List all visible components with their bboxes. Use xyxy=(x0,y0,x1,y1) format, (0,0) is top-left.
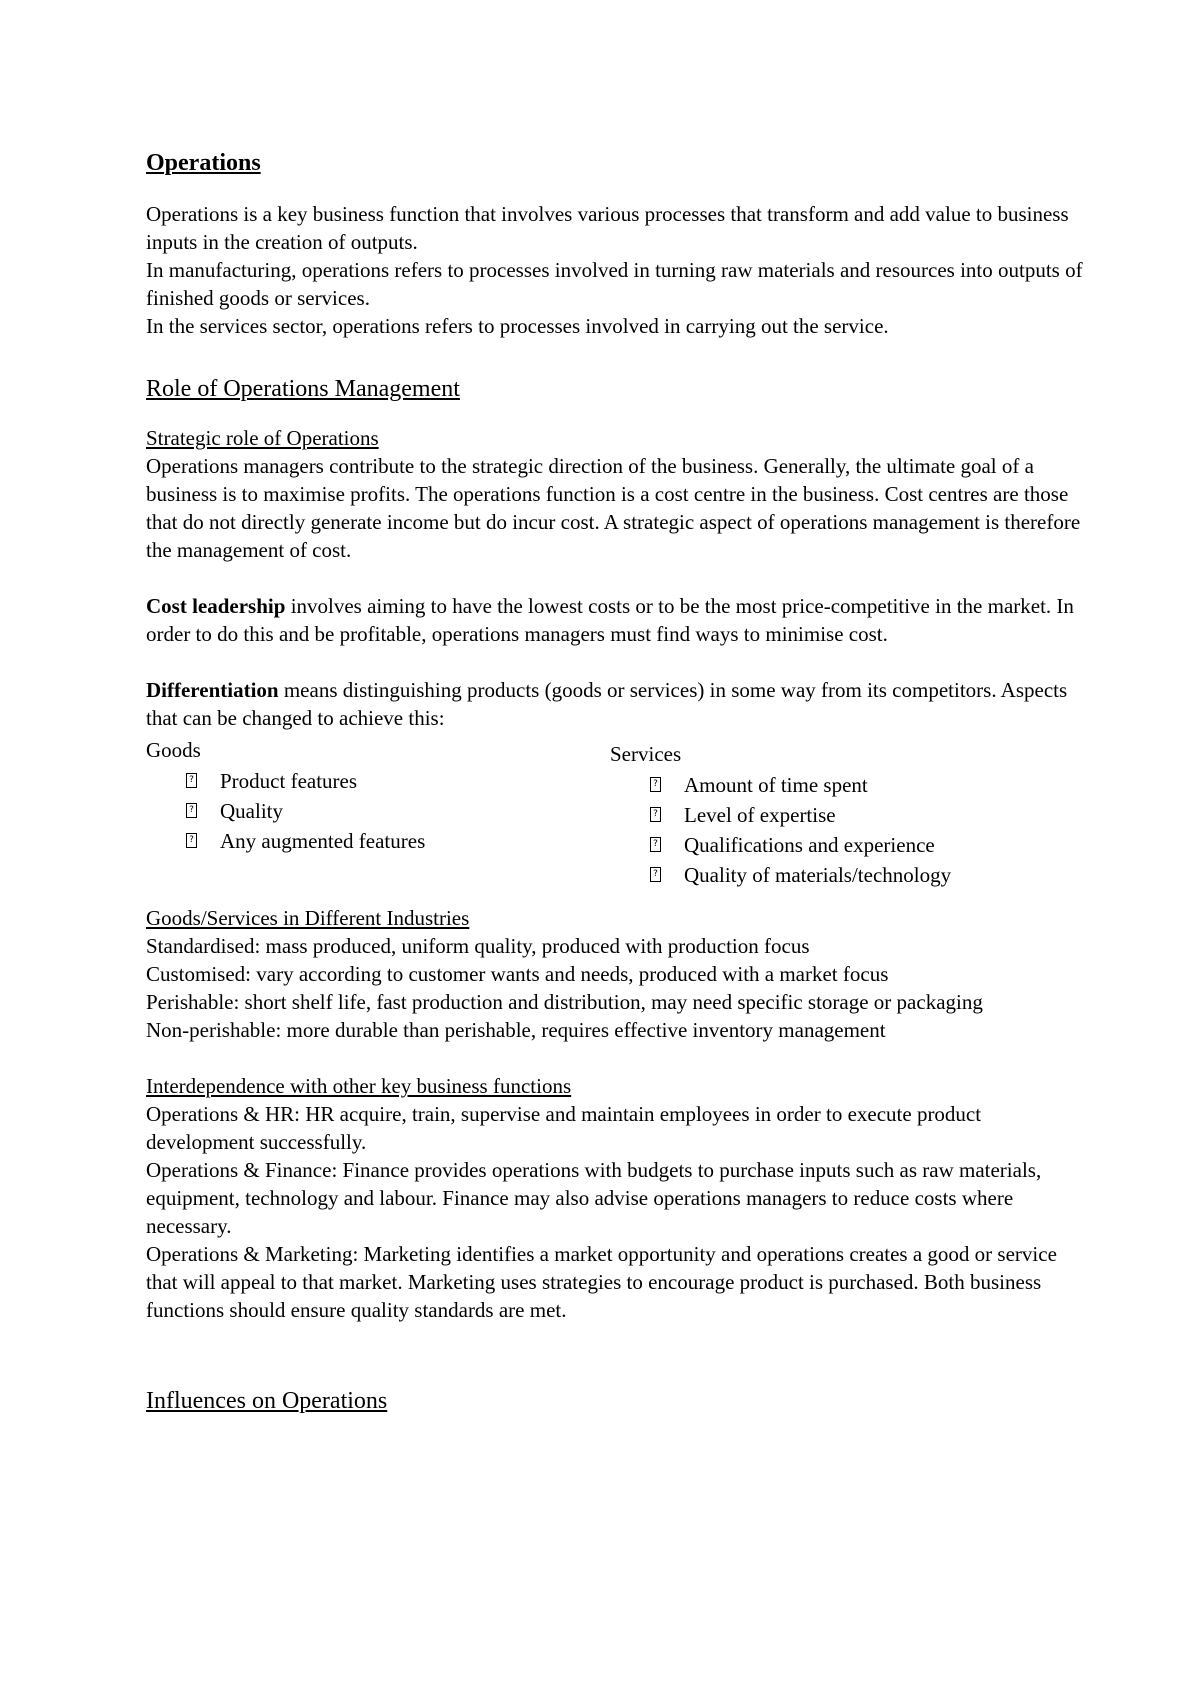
page-title: Operations xyxy=(146,150,261,176)
intro-paragraph-3: In the services sector, operations refers to processes involved in carrying out the service. xyxy=(146,314,889,338)
goods-column xyxy=(146,736,586,856)
cost-leadership-term: Cost leadership xyxy=(146,594,286,618)
missing-glyph-icon: ? xyxy=(650,867,661,882)
intro-paragraph-1: Operations is a key business function that involves various processes that transform and add value to business inputs in the creation of outputs. xyxy=(146,202,1069,254)
list-item: ? Quality of materials/technology xyxy=(610,860,1050,890)
interdependence-marketing: Operations & Marketing: Marketing identifies a market opportunity and operations creates a good or service that will appeal to that market. Marketing uses strategies to encourage product is purchased. Both business functions should ensure quality standards are met. xyxy=(146,1242,1057,1322)
missing-glyph-icon: ? xyxy=(186,803,197,818)
list-item: ? Any augmented features xyxy=(146,826,586,856)
strategic-paragraph: Operations managers contribute to the strategic direction of the business. Generally, the ultimate goal of a business is to maximise profits. The operations function is a cost centre in the business. Cost centres are those that do not directly generate income but do incur cost. A strategic aspect of operations management is therefore the management of cost. xyxy=(146,454,1081,562)
role-heading: Role of Operations Management xyxy=(146,376,460,402)
services-list xyxy=(610,770,1050,890)
list-item: ? Product features xyxy=(146,766,586,796)
strategic-heading: Strategic role of Operations xyxy=(146,426,379,450)
services-label: Services xyxy=(610,742,682,766)
industries-line-2: Customised: vary according to customer wants and needs, produced with a market focus xyxy=(146,962,889,986)
industries-line-3: Perishable: short shelf life, fast production and distribution, may need specific storage or packaging xyxy=(146,990,983,1014)
interdependence-hr: Operations & HR: HR acquire, train, supervise and maintain employees in order to execute product development successfully. xyxy=(146,1102,982,1154)
industries-heading: Goods/Services in Different Industries xyxy=(146,906,470,930)
influences-heading: Influences on Operations xyxy=(146,1388,388,1414)
missing-glyph-icon: ? xyxy=(650,777,661,792)
list-item: ? Quality xyxy=(146,796,586,826)
interdependence-heading: Interdependence with other key business functions xyxy=(146,1074,572,1098)
missing-glyph-icon: ? xyxy=(650,837,661,852)
list-item: ? Level of expertise xyxy=(610,800,1050,830)
goods-list xyxy=(146,766,586,856)
document-page xyxy=(146,148,1086,1436)
differentiation-text: means distinguishing products (goods or services) in some way from its competitors. Aspects that can be changed to achieve this: xyxy=(146,678,1068,730)
industries-line-1: Standardised: mass produced, uniform quality, produced with production focus xyxy=(146,934,810,958)
missing-glyph-icon: ? xyxy=(186,833,197,848)
list-item: ? Qualifications and experience xyxy=(610,830,1050,860)
industries-line-4: Non-perishable: more durable than perishable, requires effective inventory management xyxy=(146,1018,886,1042)
intro-paragraph-2: In manufacturing, operations refers to processes involved in turning raw materials and resources into outputs of finished goods or services. xyxy=(146,258,1083,310)
differentiation-term: Differentiation xyxy=(146,678,279,702)
missing-glyph-icon: ? xyxy=(186,773,197,788)
list-item: ? Amount of time spent xyxy=(610,770,1050,800)
goods-label: Goods xyxy=(146,738,201,762)
cost-leadership-paragraph xyxy=(146,592,1086,648)
missing-glyph-icon: ? xyxy=(650,807,661,822)
differentiation-paragraph xyxy=(146,676,1086,732)
differentiation-columns xyxy=(146,736,1086,904)
interdependence-finance: Operations & Finance: Finance provides operations with budgets to purchase inputs such as raw materials, equipment, technology and labour. Finance may also advise operations managers to reduce costs where necessary. xyxy=(146,1158,1042,1238)
services-column xyxy=(610,740,1050,890)
cost-leadership-text: involves aiming to have the lowest costs or to be the most price-competitive in the market. In order to do this and be profitable, operations managers must find ways to minimise cost. xyxy=(146,594,1074,646)
